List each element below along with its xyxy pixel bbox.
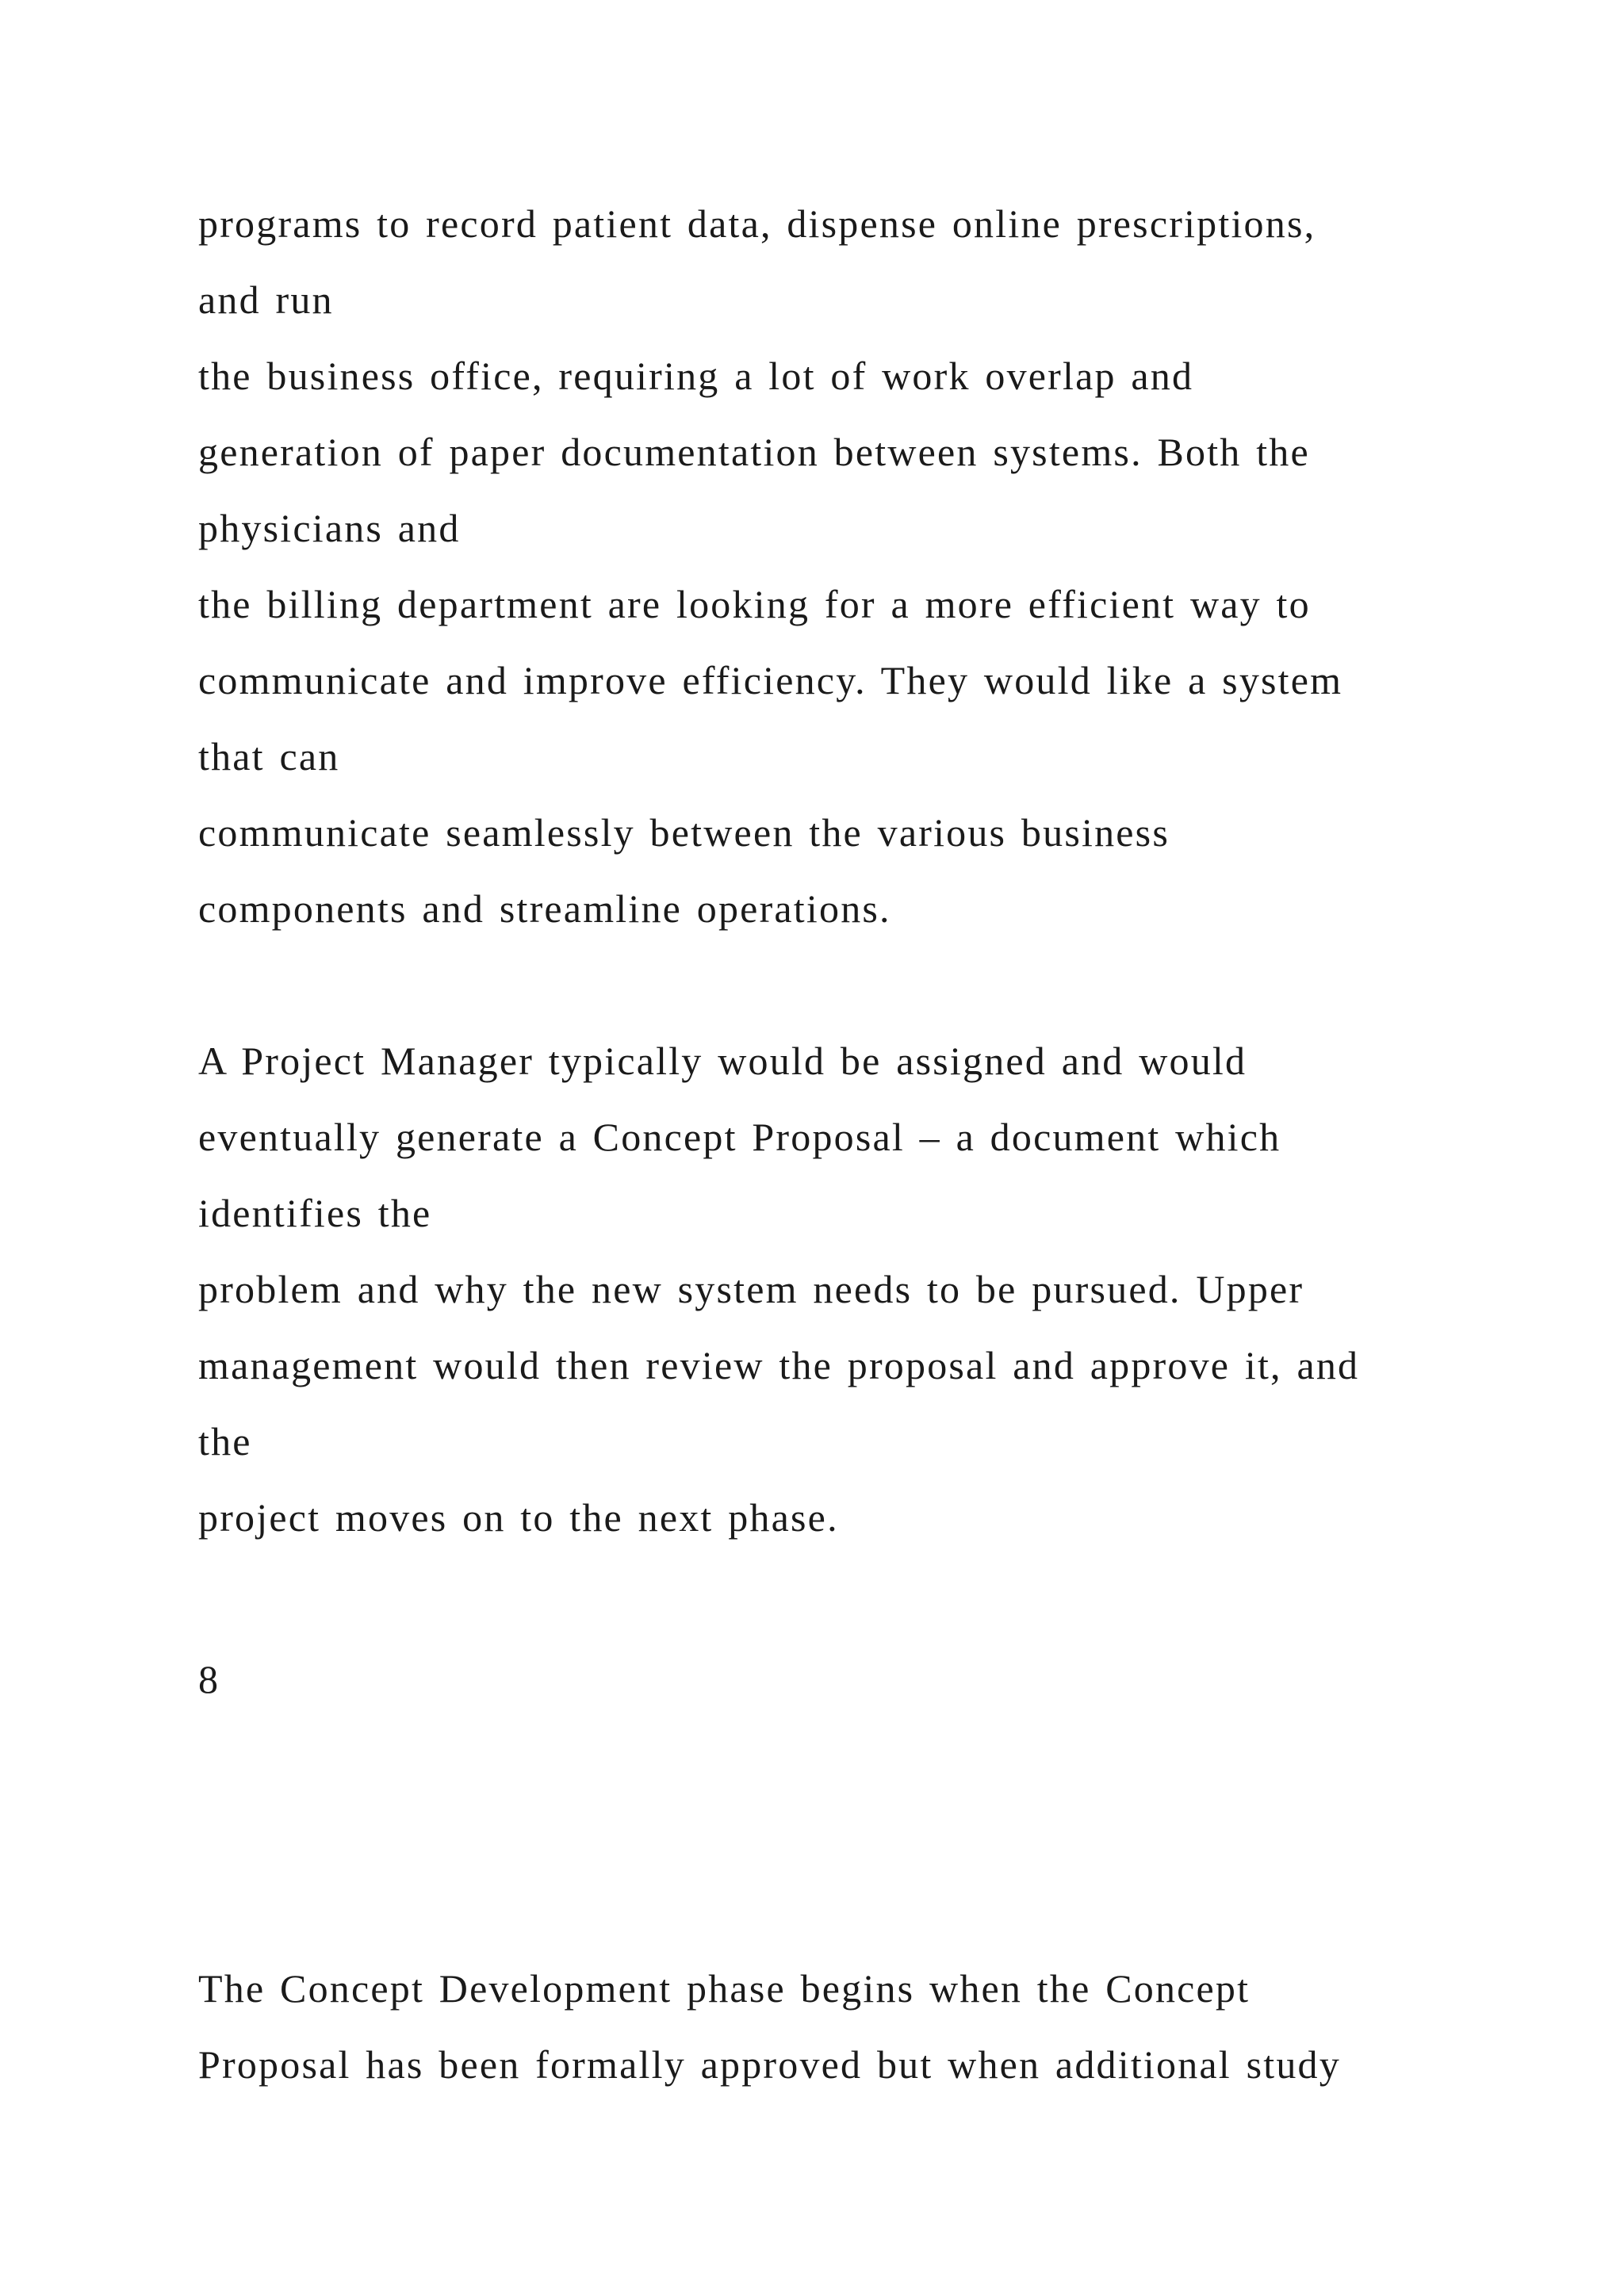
- text-line: programs to record patient data, dispense online prescriptions,: [198, 201, 1316, 246]
- text-line: management would then review the proposal and approve it, and: [198, 1343, 1360, 1387]
- text-line: generation of paper documentation between systems. Both the: [198, 430, 1310, 474]
- text-line: A Project Manager typically would be assigned and would: [198, 1039, 1247, 1083]
- text-line: that can: [198, 734, 340, 779]
- text-line: eventually generate a Concept Proposal – a document which: [198, 1115, 1281, 1159]
- text-line: components and streamline operations.: [198, 886, 891, 931]
- text-line: the billing department are looking for a more efficient way to: [198, 582, 1311, 626]
- page-number: 8: [198, 1657, 220, 1701]
- text-line: the: [198, 1419, 252, 1464]
- text-line: The Concept Development phase begins when the Concept: [198, 1966, 1251, 2011]
- text-line: communicate and improve efficiency. They would like a system: [198, 658, 1343, 702]
- text-line: physicians and: [198, 506, 461, 550]
- text-line: identifies the: [198, 1191, 432, 1235]
- text-line: and run: [198, 277, 334, 322]
- text-line: Proposal has been formally approved but when additional study: [198, 2042, 1341, 2087]
- text-line: problem and why the new system needs to be pursued. Upper: [198, 1267, 1304, 1311]
- text-line: the business office, requiring a lot of work overlap and: [198, 354, 1194, 398]
- text-line: project moves on to the next phase.: [198, 1495, 839, 1540]
- text-line: communicate seamlessly between the various business: [198, 810, 1170, 855]
